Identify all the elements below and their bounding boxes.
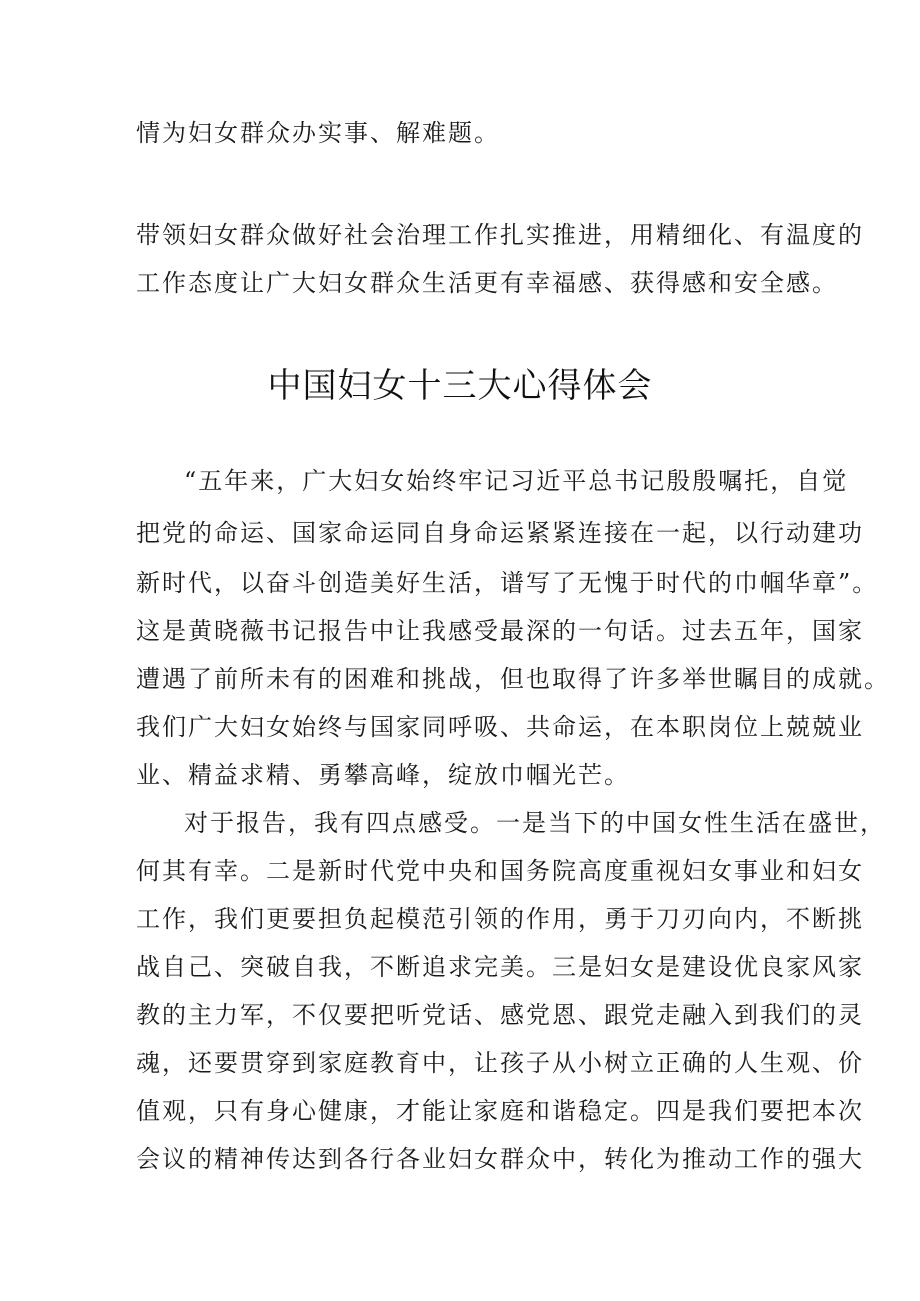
article-title: 中国妇女十三大心得体会	[267, 366, 653, 406]
paragraph-line: 会议的精神传达到各行各业妇女群众中，转化为推动工作的强大	[136, 1145, 864, 1173]
intro-paragraph-line: 带领妇女群众做好社会治理工作扎实推进，用精细化、有温度的	[136, 221, 864, 249]
paragraph-line: 我们广大妇女始终与国家同呼吸、共命运，在本职岗位上兢兢业	[136, 713, 864, 741]
intro-paragraph-line: 工作态度让广大妇女群众生活更有幸福感、获得感和安全感。	[136, 269, 838, 297]
paragraph-line: 魂，还要贯穿到家庭教育中，让孩子从小树立正确的人生观、价	[136, 1049, 864, 1077]
paragraph-line: 遭遇了前所未有的困难和挑战，但也取得了许多举世瞩目的成就。	[136, 665, 890, 693]
paragraph-line: 战自己、突破自我，不断追求完美。三是妇女是建设优良家风家	[136, 953, 864, 981]
paragraph-line: 这是黄晓薇书记报告中让我感受最深的一句话。过去五年，国家	[136, 617, 864, 645]
paragraph-line: 业、精益求精、勇攀高峰，绽放巾帼光芒。	[136, 761, 630, 789]
paragraph-line: “五年来，广大妇女始终牢记习近平总书记殷殷嘱托，自觉	[184, 467, 849, 495]
intro-paragraph-end: 情为妇女群众办实事、解难题。	[136, 119, 500, 147]
paragraph-line: 工作，我们更要担负起模范引领的作用，勇于刀刃向内，不断挑	[136, 905, 864, 933]
paragraph-line: 新时代，以奋斗创造美好生活，谱写了无愧于时代的巾帼华章”。	[136, 569, 879, 597]
paragraph-line: 值观，只有身心健康，才能让家庭和谐稳定。四是我们要把本次	[136, 1097, 864, 1125]
paragraph-line: 何其有幸。二是新时代党中央和国务院高度重视妇女事业和妇女	[136, 857, 864, 885]
paragraph-line: 教的主力军，不仅要把听党话、感党恩、跟党走融入到我们的灵	[136, 1001, 864, 1029]
paragraph-line: 对于报告，我有四点感受。一是当下的中国女性生活在盛世，	[184, 809, 886, 837]
paragraph-line: 把党的命运、国家命运同自身命运紧紧连接在一起，以行动建功	[136, 519, 864, 547]
